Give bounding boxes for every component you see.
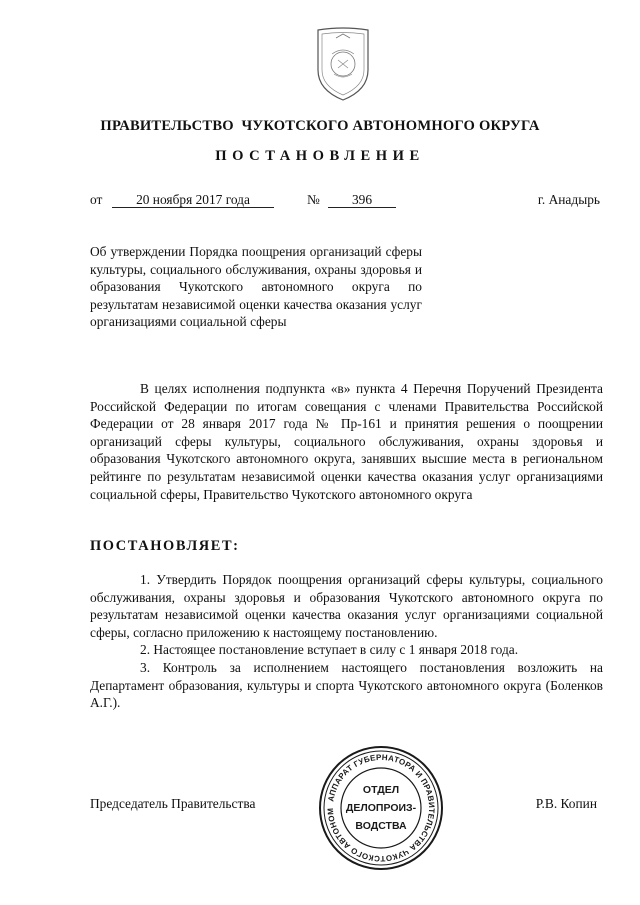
document-number: 396 [328,192,396,208]
document-subject: Об утверждении Порядка поощрения организаций сферы культуры, социального обслуживания, охраны здоровья и образования Чукотского автономного округа по результатам независимой оценки качества оказания услуг организациями социальной сферы [90,244,422,330]
document-type-title: ПОСТАНОВЛЕНИЕ [215,148,425,164]
document-city: г. Анадырь [537,192,600,207]
resolution-item-1: 1. Утвердить Порядок поощрения организаций сферы культуры, социального обслуживания, охраны здоровья и образования Чукотского автономного округа по результатам независимой оценки качества оказания услуг организациями социальной сферы, согласно приложению к настоящему постановлению. [90,572,603,640]
document-date: 20 ноября 2017 года [112,192,274,208]
signatory-position: Председатель Правительства [90,796,256,811]
resolution-item-2: 2. Настоящее постановление вступает в силу с 1 января 2018 года. [140,642,519,658]
date-label: от [90,192,103,207]
resolution-items [90,571,603,712]
number-label: № [307,192,320,207]
government-title: ПРАВИТЕЛЬСТВО ЧУКОТСКОГО АВТОНОМНОГО ОКРУГА [100,118,540,134]
stamp-line-3: ВОДСТВА [355,820,407,832]
official-stamp [318,745,444,871]
preamble-paragraph: В целях исполнения подпункта «в» пункта 4 Перечня Поручений Президента Российской Федерации по итогам совещания с членами Правительства Российской Федерации от 28 января 2017 года № Пр-161 и принятия решения о поощрении организаций сферы культуры, социального обслуживания, охраны здоровья и образования Чукотского автономного округа, занявших высшие места в региональном рейтинге по результатам независимой оценки качества оказания услуг организациями социальной сферы, Правительство Чукотского автономного округа [90,381,603,502]
resolution-item-3: 3. Контроль за исполнением настоящего постановления возложить на Департамент образования, культуры и спорта Чукотского автономного округа (Боленков А.Г.). [90,659,603,711]
stamp-ring-text: АППАРАТ ГУБЕРНАТОРА И ПРАВИТЕЛЬСТВА ЧУКОТСКОГО АВТОНОМ [325,752,437,864]
signatory-name: Р.В. Копин [535,796,597,811]
stamp-line-1: ОТДЕЛ [362,784,400,796]
coat-of-arms-emblem-icon [310,24,376,104]
stamp-line-2: ДЕЛОПРОИЗ- [345,802,417,814]
resolves-heading: ПОСТАНОВЛЯЕТ: [90,538,240,554]
